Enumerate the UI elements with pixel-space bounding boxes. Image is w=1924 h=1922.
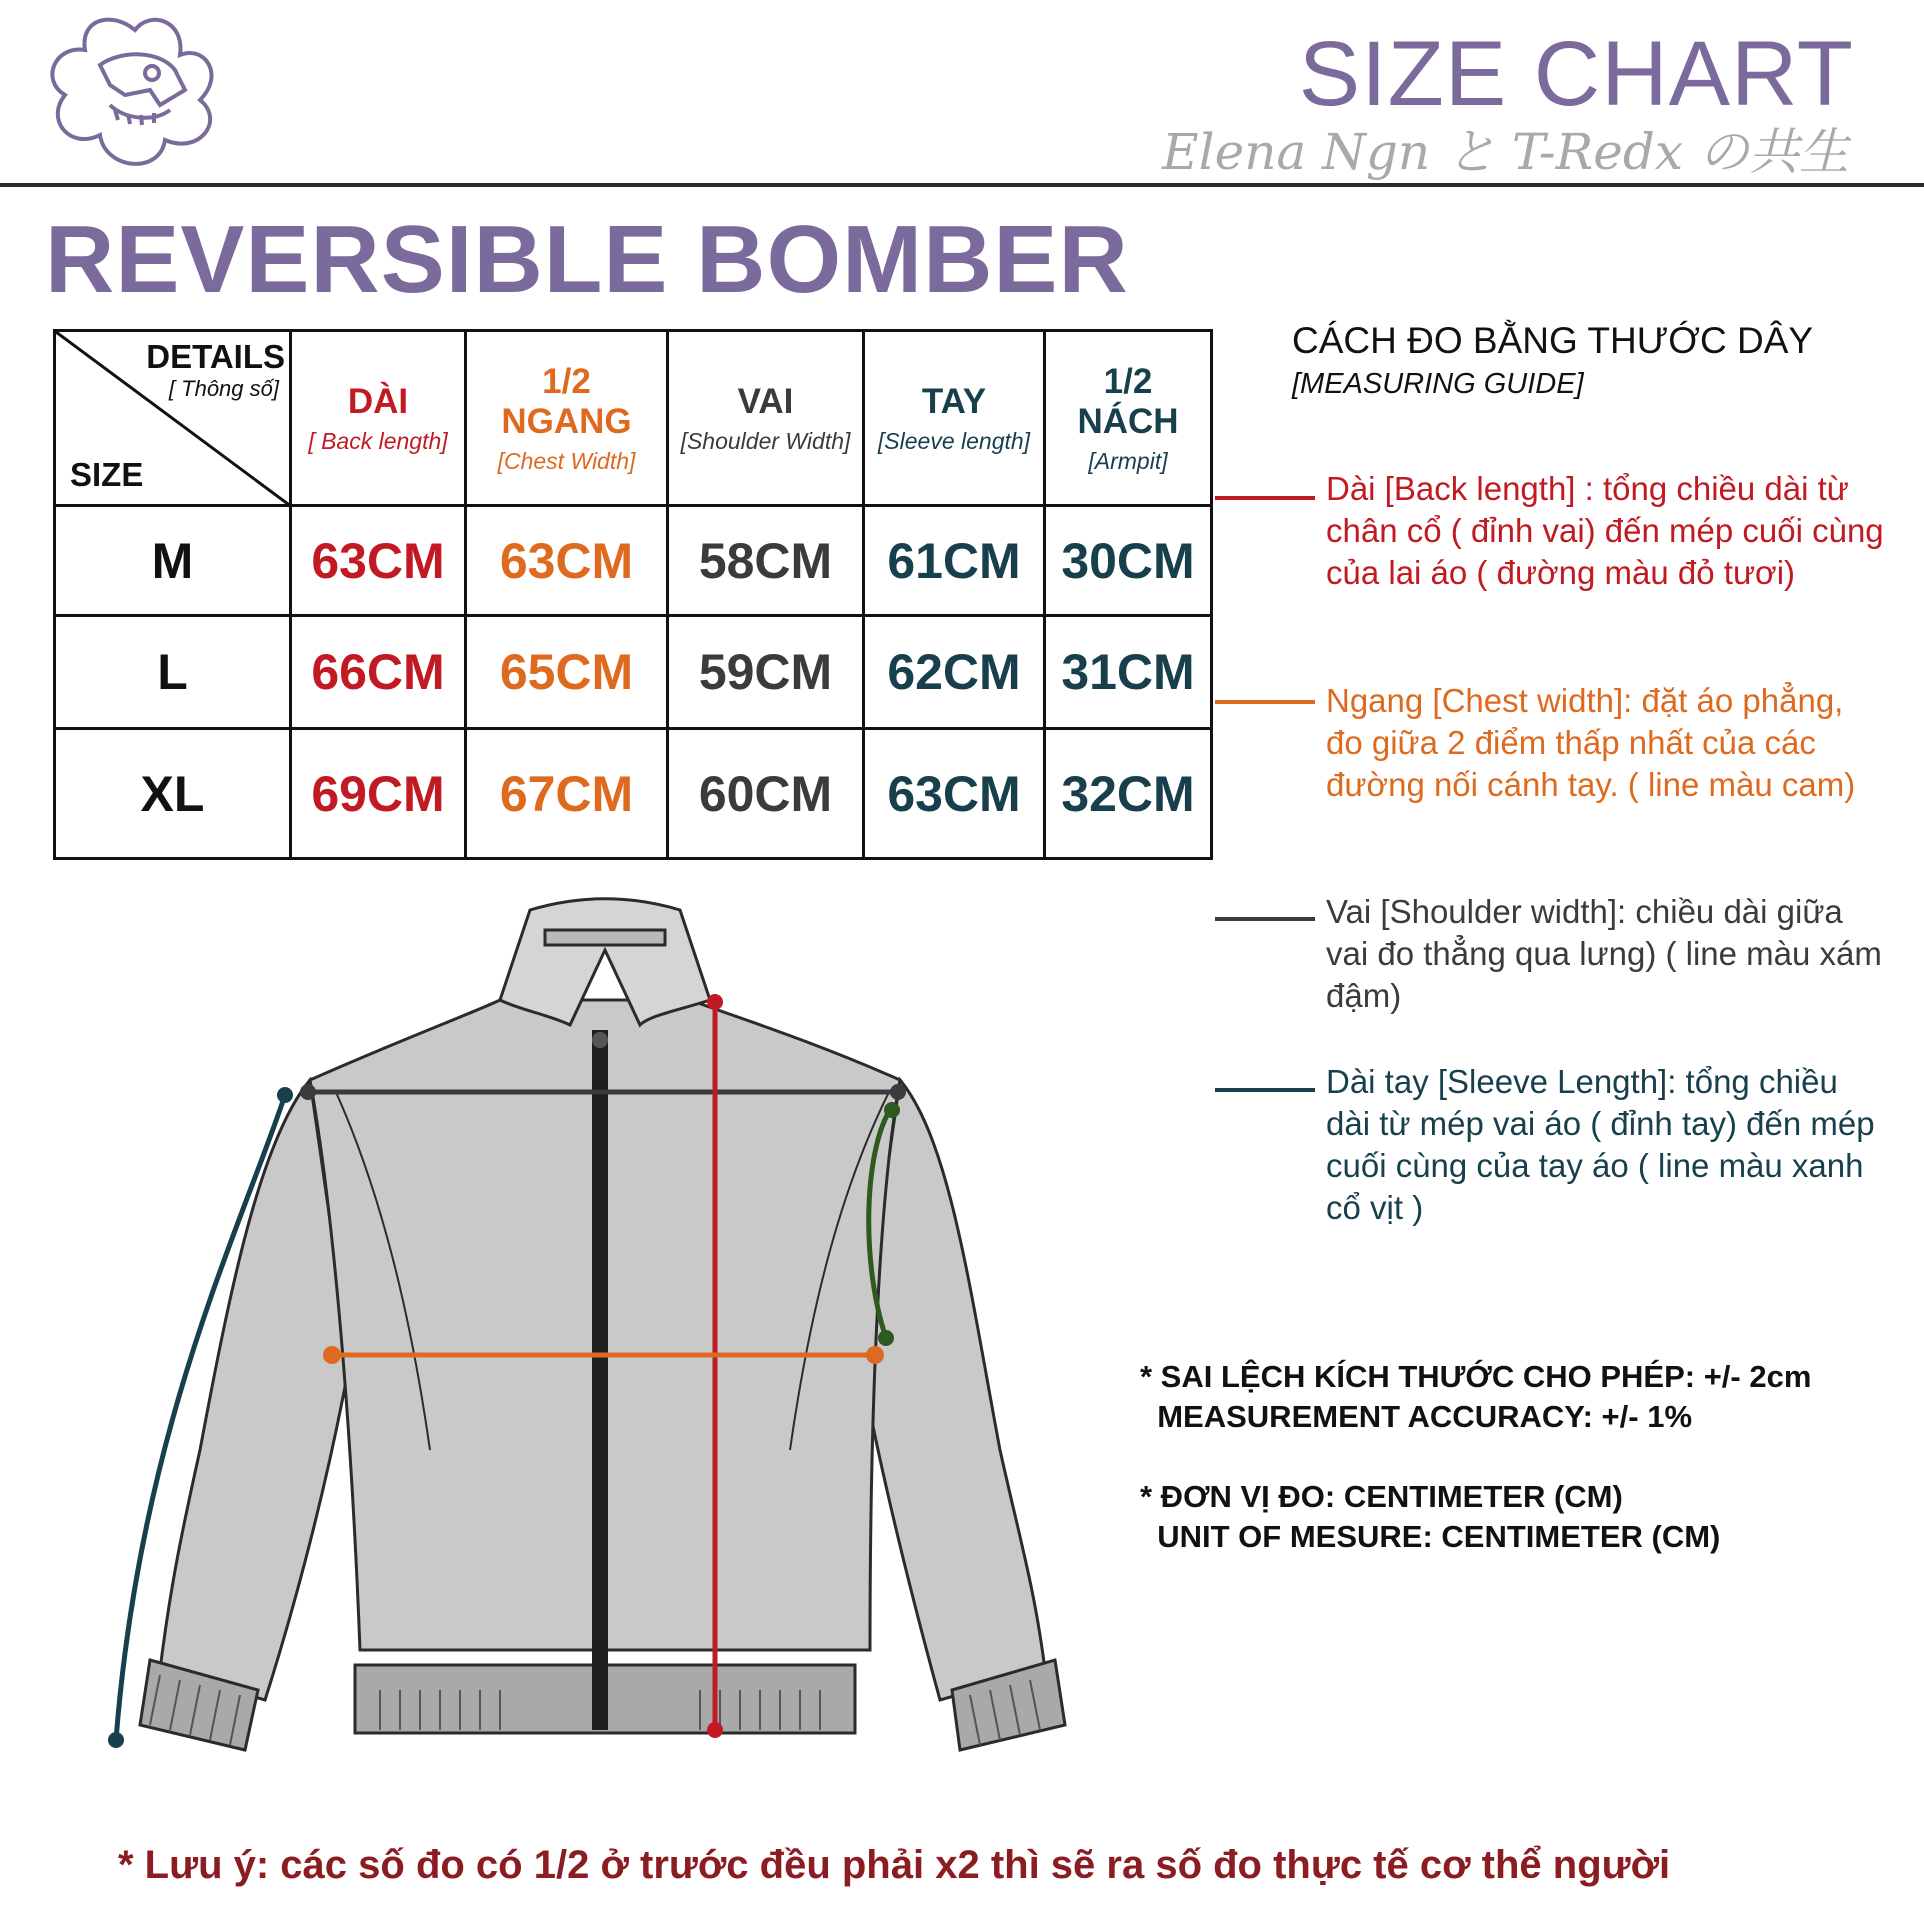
- guide-line-orange: [1215, 700, 1315, 704]
- cell-value: 31CM: [1045, 616, 1212, 729]
- row-size-label: M: [55, 506, 291, 616]
- table-row: [55, 616, 1212, 729]
- guide-line-red: [1215, 496, 1315, 500]
- product-title: REVERSIBLE BOMBER: [45, 206, 1129, 313]
- unit-note: * ĐƠN VỊ ĐO: CENTIMETER (CM) UNIT OF MESURE: CENTIMETER (CM): [1140, 1479, 1721, 1554]
- table-row: [55, 506, 1212, 616]
- col-header-ngang: [466, 331, 668, 506]
- tolerance-note: * SAI LỆCH KÍCH THƯỚC CHO PHÉP: +/- 2cm MEASUREMENT ACCURACY: +/- 1%: [1140, 1359, 1812, 1434]
- brand-title: SIZE CHART: [1298, 23, 1854, 125]
- cell-value: 65CM: [466, 616, 668, 729]
- corner-thongso-label: [ Thông số]: [168, 376, 279, 401]
- measurement-overlay: [80, 980, 1000, 1760]
- cell-value: 69CM: [291, 729, 466, 859]
- col-header-sub: [Armpit]: [1088, 447, 1168, 474]
- cell-value: 58CM: [668, 506, 864, 616]
- cell-value: 32CM: [1045, 729, 1212, 859]
- col-header-prefix: 1/2: [542, 361, 591, 401]
- corner-size-label: SIZE: [70, 456, 144, 493]
- size-table: [53, 329, 1213, 860]
- guide-item-sleeve-length: Dài tay [Sleeve Length]: tổng chiều dài từ mép vai áo ( đỉnh tay) đến mép cuối cùng của tay áo ( line màu xanh cổ vịt ): [1326, 1063, 1875, 1226]
- guide-line-gray: [1215, 917, 1315, 921]
- cell-value: 60CM: [668, 729, 864, 859]
- cell-value: 61CM: [864, 506, 1045, 616]
- row-size-label: XL: [55, 729, 291, 859]
- col-header-label: VAI: [737, 381, 794, 421]
- col-header-prefix: 1/2: [1103, 361, 1153, 401]
- col-header-sub: [Chest Width]: [497, 447, 636, 474]
- cell-value: 30CM: [1045, 506, 1212, 616]
- col-header-label: DÀI: [347, 381, 409, 421]
- row-size-label: L: [55, 616, 291, 729]
- col-header-sub: [Shoulder Width]: [680, 427, 851, 454]
- corner-details-label: DETAILS: [146, 338, 285, 375]
- col-header-tay: [864, 331, 1045, 506]
- header-divider: [0, 183, 1924, 187]
- guide-item-shoulder-width: Vai [Shoulder width]: chiều dài giữa vai đo thẳng qua lưng) ( line màu xám đậm): [1326, 893, 1882, 1014]
- col-header-label: NÁCH: [1077, 401, 1179, 441]
- guide-title: CÁCH ĐO BẰNG THƯỚC DÂY: [1292, 320, 1814, 361]
- cell-value: 66CM: [291, 616, 466, 729]
- col-header-sub: [ Back length]: [308, 427, 448, 454]
- guide-item-chest-width: Ngang [Chest width]: đặt áo phẳng, đo giữa 2 điểm thấp nhất của các đường nối cánh tay. ( line màu cam): [1326, 682, 1856, 803]
- guide-subtitle: [MEASURING GUIDE]: [1292, 368, 1584, 400]
- col-header-vai: [668, 331, 864, 506]
- table-row: [55, 729, 1212, 859]
- cell-value: 67CM: [466, 729, 668, 859]
- col-header-nach: [1045, 331, 1212, 506]
- brand-signature: Elena Ngn と T-Redx の共生: [1162, 123, 1849, 181]
- col-header-dai: [291, 331, 466, 506]
- col-header-label: NGANG: [501, 401, 632, 441]
- cell-value: 63CM: [466, 506, 668, 616]
- col-header-label: TAY: [921, 381, 987, 421]
- cell-value: 62CM: [864, 616, 1045, 729]
- cell-value: 59CM: [668, 616, 864, 729]
- table-header-row: [55, 331, 1212, 506]
- table-corner-cell: [55, 331, 291, 506]
- guide-line-teal: [1215, 1088, 1315, 1092]
- guide-item-back-length: Dài [Back length] : tổng chiều dài từ chân cổ ( đỉnh vai) đến mép cuối cùng của lai áo ( đường màu đỏ tươi): [1326, 470, 1884, 591]
- cell-value: 63CM: [291, 506, 466, 616]
- footer-note: * Lưu ý: các số đo có 1/2 ở trước đều phải x2 thì sẽ ra số đo thực tế cơ thể người: [118, 1843, 1671, 1887]
- armpit-measure-line: [869, 1110, 890, 1338]
- sleeve-measure-line: [116, 1095, 285, 1740]
- cell-value: 63CM: [864, 729, 1045, 859]
- col-header-sub: [Sleeve length]: [877, 427, 1031, 454]
- brand-logo: [40, 10, 230, 180]
